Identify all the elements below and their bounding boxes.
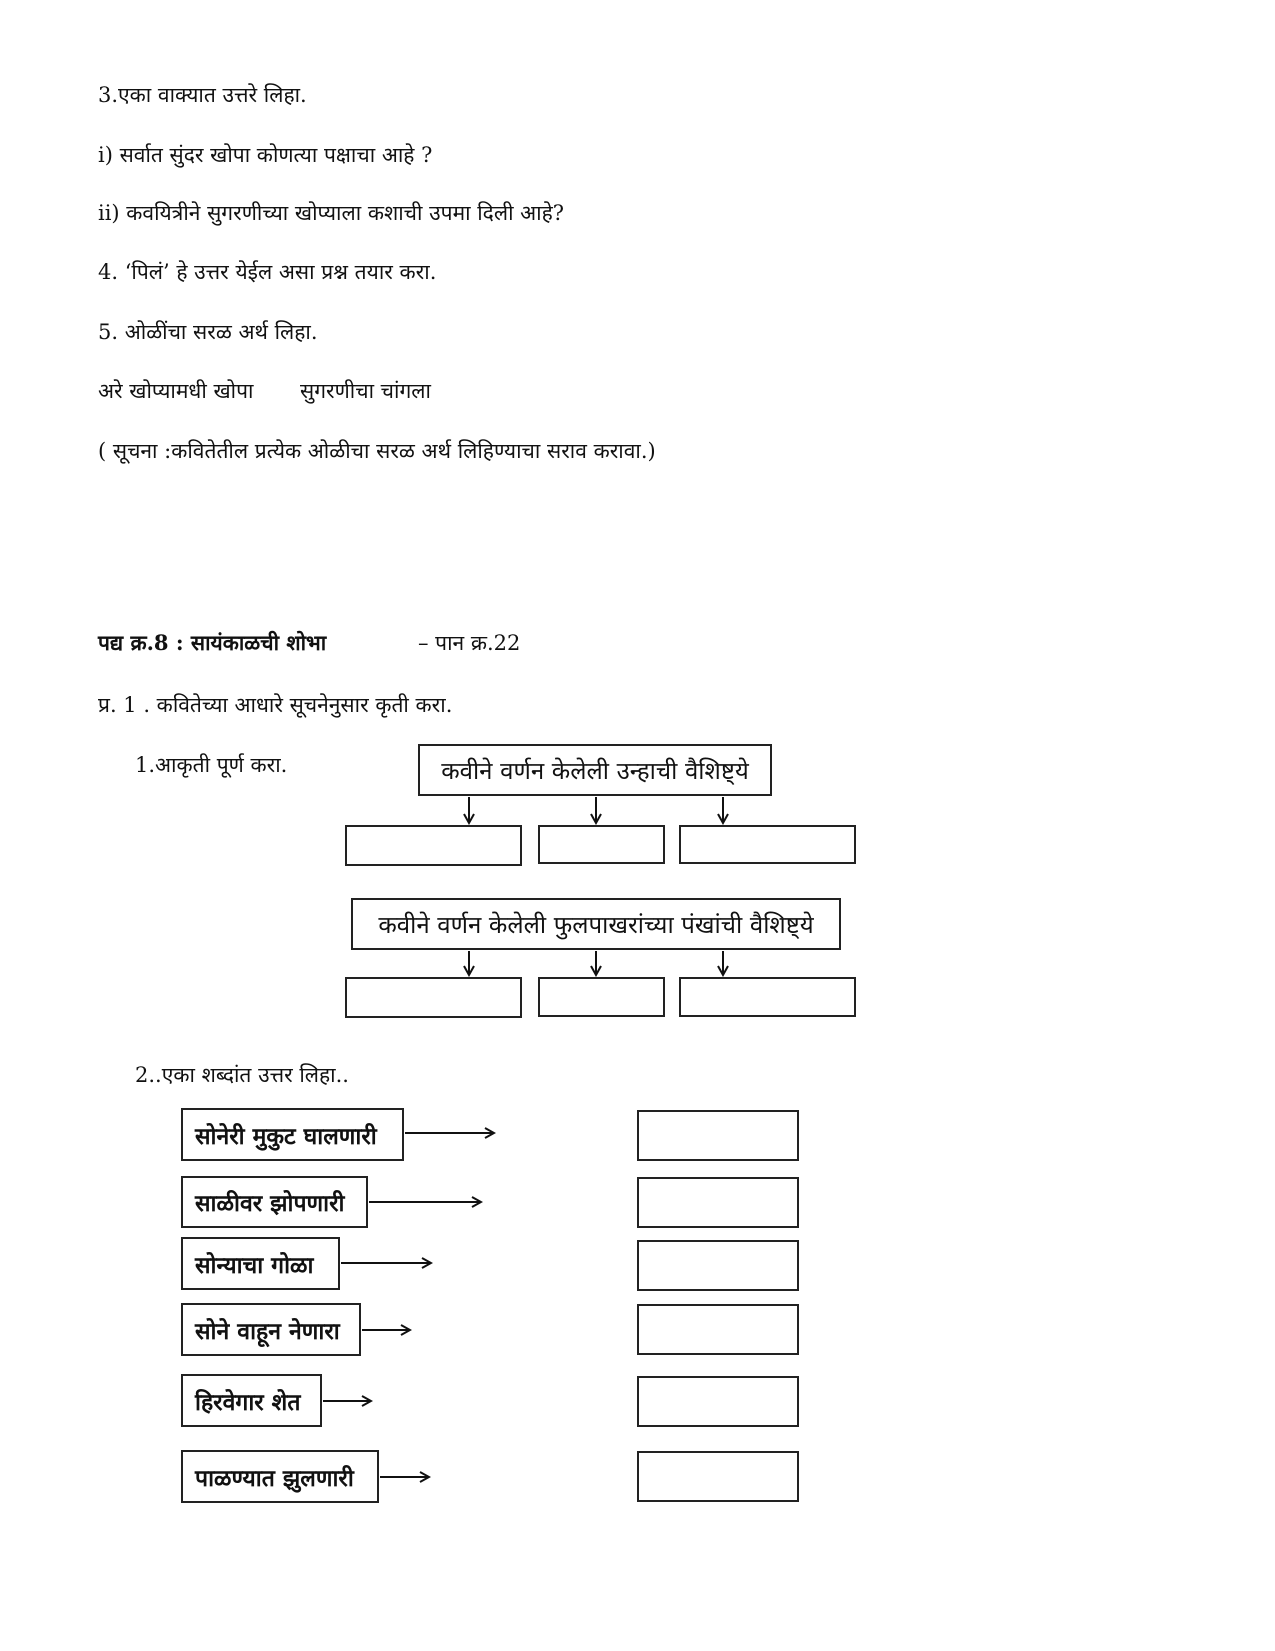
question-3-part-i: i) सर्वात सुंदर खोपा कोणत्या पक्षाचा आहे ? [98, 143, 433, 167]
question-1-instruction: प्र. 1 . कवितेच्या आधारे सूचनेनुसार कृती करा. [98, 693, 453, 717]
task-1-label: 1.आकृती पूर्ण करा. [135, 753, 288, 777]
question-3-heading: 3.एका वाक्यात उत्तरे लिहा. [98, 83, 307, 107]
match-item-2: साळीवर झोपणारी [181, 1176, 368, 1228]
instruction-note: ( सूचना :कवितेतील प्रत्येक ओळीचा सरळ अर्थ लिहिण्याचा सराव करावा.) [98, 439, 656, 463]
task-2-label: 2..एका शब्दांत उत्तर लिहा.. [135, 1063, 349, 1087]
poem-heading: पद्य क्र.8 : सायंकाळची शोभा [98, 630, 327, 655]
poem-line-part-2: सुगरणीचा चांगला [300, 379, 431, 403]
question-5: 5. ओळींचा सरळ अर्थ लिहा. [98, 320, 318, 344]
poem-line-part-1: अरे खोप्यामधी खोपा [98, 379, 254, 403]
match-item-1: सोनेरी मुकुट घालणारी [181, 1108, 404, 1161]
match-item-3: सोन्याचा गोळा [181, 1237, 340, 1290]
question-4: 4. ‘पिलं’ हे उत्तर येईल असा प्रश्न तयार करा. [98, 260, 437, 284]
match-item-4: सोने वाहून नेणारा [181, 1303, 361, 1356]
diagram-1-title-box: कवीने वर्णन केलेली उन्हाची वैशिष्ट्ये [418, 744, 772, 796]
match-item-6: पाळण्यात झुलणारी [181, 1450, 379, 1503]
match-item-5: हिरवेगार शेत [181, 1374, 322, 1427]
diagram-2-title-box: कवीने वर्णन केलेली फुलपाखरांच्या पंखांची वैशिष्ट्ये [351, 898, 841, 950]
page-reference: – पान क्र.22 [418, 631, 521, 655]
question-3-part-ii: ii) कवयित्रीने सुगरणीच्या खोप्याला कशाची उपमा दिली आहे? [98, 201, 565, 225]
